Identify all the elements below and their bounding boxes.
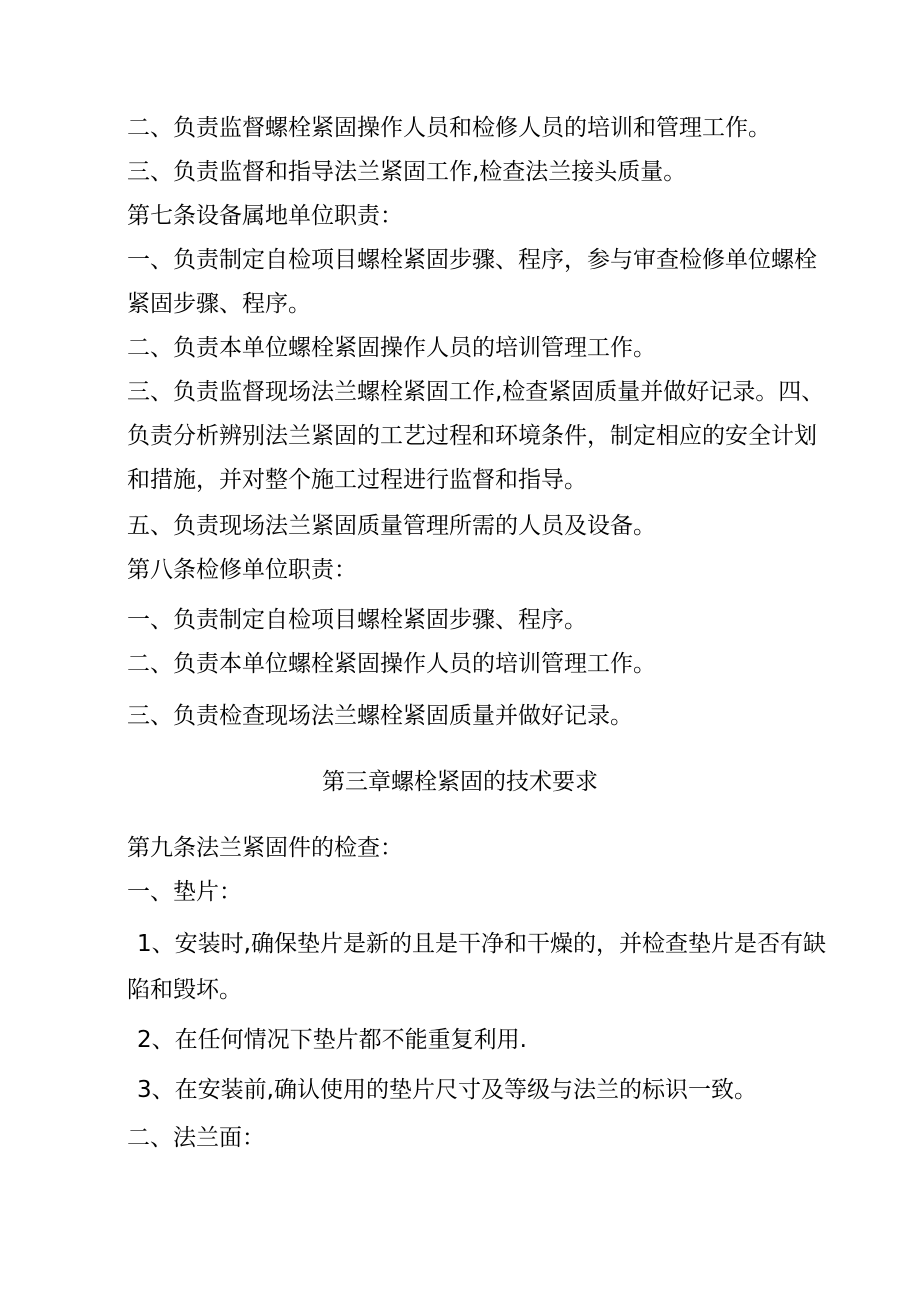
section-heading: 一、垫片： — [127, 879, 242, 905]
paragraph-line: 2、在任何情况下垫片都不能重复利用. — [137, 1027, 527, 1053]
article-heading: 第七条设备属地单位职责： — [127, 203, 403, 229]
paragraph-line: 3、在安装前,确认使用的垫片尺寸及等级与法兰的标识一致。 — [137, 1077, 757, 1103]
paragraph-line: 三、负责监督现场法兰螺栓紧固工作,检查紧固质量并做好记录。四、 — [127, 379, 825, 405]
paragraph-line: 1、安装时,确保垫片是新的且是干净和干燥的，并检查垫片是否有缺 — [137, 931, 826, 957]
paragraph-line: 一、负责制定自检项目螺栓紧固步骤、程序，参与审查检修单位螺栓 — [127, 247, 817, 273]
paragraph-line: 二、负责本单位螺栓紧固操作人员的培训管理工作。 — [127, 335, 656, 361]
paragraph-line: 负责分析辨别法兰紧固的工艺过程和环境条件，制定相应的安全计划 — [127, 423, 817, 449]
paragraph-line: 二、负责本单位螺栓紧固操作人员的培训管理工作。 — [127, 651, 656, 677]
article-heading: 第九条法兰紧固件的检查： — [127, 835, 403, 861]
paragraph-line: 三、负责监督和指导法兰紧固工作,检查法兰接头质量。 — [127, 159, 687, 185]
paragraph-line: 紧固步骤、程序。 — [127, 291, 311, 317]
chapter-title: 第三章螺栓紧固的技术要求 — [322, 769, 598, 795]
section-heading: 二、法兰面： — [127, 1125, 265, 1151]
paragraph-line: 陷和毁坏。 — [127, 977, 242, 1003]
paragraph-line: 一、负责制定自检项目螺栓紧固步骤、程序。 — [127, 607, 587, 633]
paragraph-line: 五、负责现场法兰紧固质量管理所需的人员及设备。 — [127, 513, 656, 539]
paragraph-line: 三、负责检查现场法兰螺栓紧固质量并做好记录。 — [127, 703, 633, 729]
paragraph-line: 二、负责监督螺栓紧固操作人员和检修人员的培训和管理工作。 — [127, 115, 771, 141]
paragraph-line: 和措施，并对整个施工过程进行监督和指导。 — [127, 467, 587, 493]
article-heading: 第八条检修单位职责： — [127, 557, 357, 583]
